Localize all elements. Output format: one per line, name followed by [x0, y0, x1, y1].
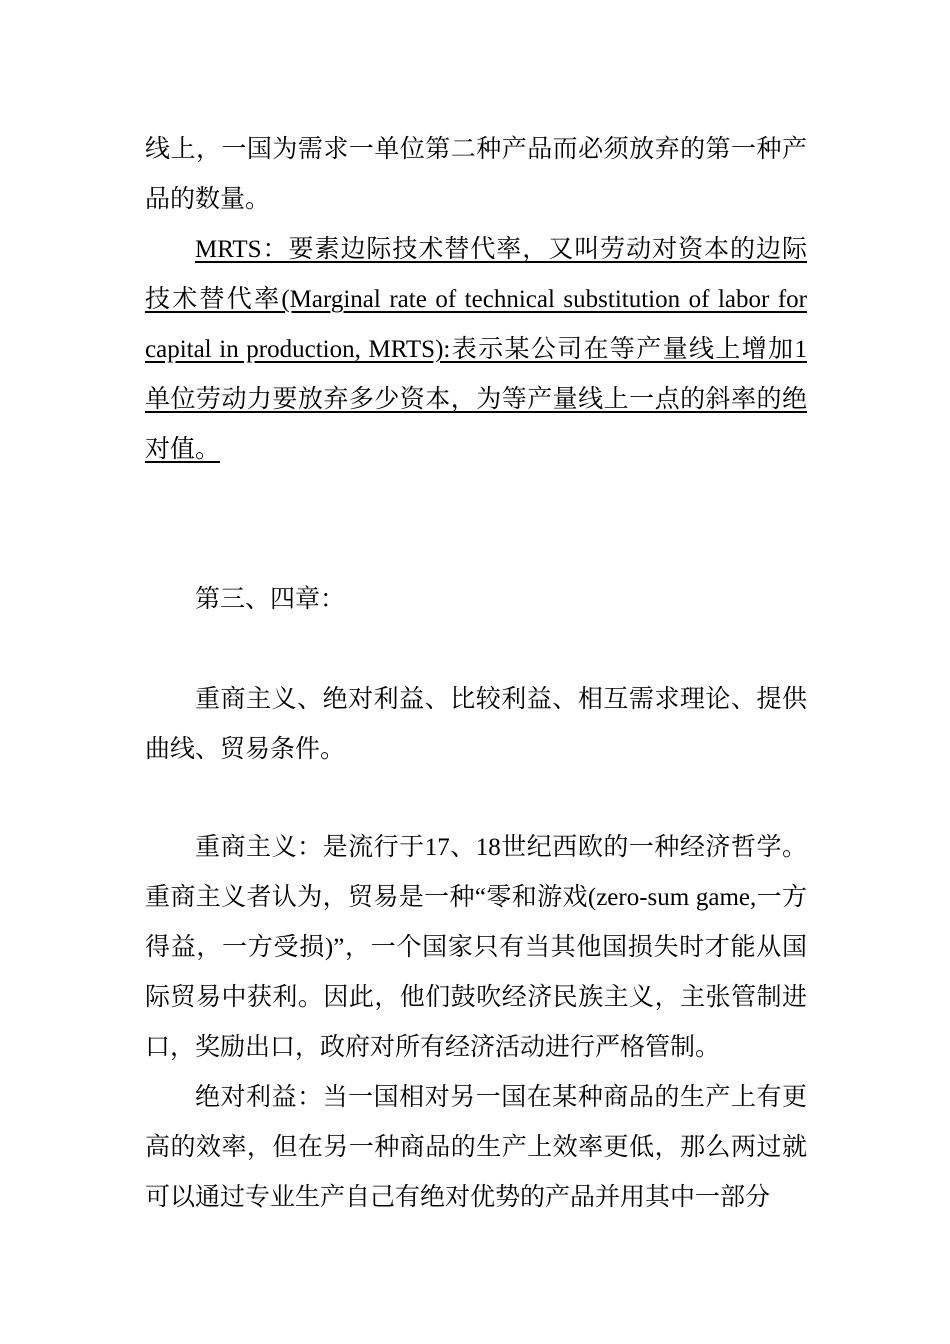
paragraph-mrts-definition: MRTS：要素边际技术替代率，又叫劳动对资本的边际技术替代率(Marginal rate of technical substitution of labor for capital in production, MRTS):表示某公司在等产量线上增加1单位劳动力要放弃多少资本，为等产量线上一点的斜率的绝对值。 — [145, 236, 807, 463]
paragraph-absolute-advantage-definition: 绝对利益：当一国相对另一国在某种商品的生产上有更高的效率，但在另一种商品的生产上效率更低，那么两过就可以通过专业生产自己有绝对优势的产品并用其中一部分 — [145, 1084, 807, 1211]
chapter-heading: 第三、四章： — [195, 586, 346, 613]
paragraph-mercantilism-definition: 重商主义：是流行于17、18世纪西欧的一种经济哲学。重商主义者认为，贸易是一种“零和游戏(zero-sum game,一方得益，一方受损)”，一个国家只有当其他国损失时才能从国际贸易中获利。因此，他们鼓吹经济民族主义，主张管制进口，奖励出口，政府对所有经济活动进行严格管制。 — [145, 834, 807, 1061]
paragraph-continued-definition: 线上，一国为需求一单位第二种产品而必须放弃的第一种产品的数量。 — [145, 136, 807, 213]
paragraph-term-list: 重商主义、绝对利益、比较利益、相互需求理论、提供曲线、贸易条件。 — [145, 686, 807, 763]
